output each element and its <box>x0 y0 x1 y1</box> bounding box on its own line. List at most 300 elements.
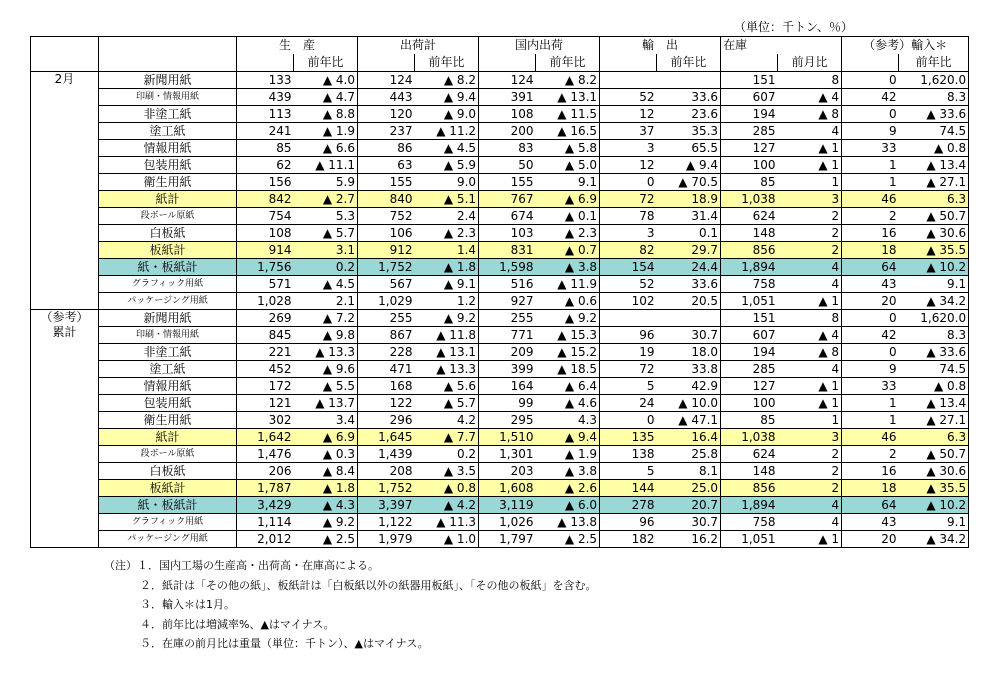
value-cell: 1 <box>842 412 899 429</box>
change-cell: 35.3 <box>657 123 721 140</box>
change-cell: 8.3 <box>899 327 969 344</box>
value-cell: 182 <box>600 531 657 548</box>
table-body <box>31 72 969 548</box>
value-cell: 1,029 <box>358 293 415 310</box>
value-cell: 122 <box>358 395 415 412</box>
header-blank <box>721 54 778 72</box>
value-cell: 46 <box>842 191 899 208</box>
change-cell: ▲ 16.5 <box>536 123 600 140</box>
change-cell: ▲ 0.1 <box>536 208 600 225</box>
value-cell: 121 <box>237 395 294 412</box>
header-row-sub <box>31 54 969 72</box>
change-cell: ▲ 4.6 <box>536 395 600 412</box>
row-label: 紙計 <box>99 191 237 208</box>
table-row <box>31 174 969 191</box>
value-cell: 209 <box>479 344 536 361</box>
value-cell: 99 <box>479 395 536 412</box>
change-cell: ▲ 2.5 <box>536 531 600 548</box>
change-cell: ▲ 1.0 <box>415 531 479 548</box>
change-cell: ▲ 30.6 <box>899 225 969 242</box>
change-cell: ▲ 4.3 <box>294 497 358 514</box>
change-cell: 4 <box>778 123 842 140</box>
change-cell: ▲ 3.5 <box>415 463 479 480</box>
change-cell: 9.0 <box>415 174 479 191</box>
change-cell: ▲ 11.2 <box>415 123 479 140</box>
change-cell: ▲ 9.6 <box>294 361 358 378</box>
row-label: 紙・板紙計 <box>99 259 237 276</box>
change-cell: 5.9 <box>294 174 358 191</box>
change-cell: ▲ 4 <box>778 89 842 106</box>
change-cell: ▲ 2.3 <box>415 225 479 242</box>
row-label: 包装用紙 <box>99 157 237 174</box>
row-label: 新聞用紙 <box>99 72 237 89</box>
table-row <box>31 208 969 225</box>
value-cell: 607 <box>721 89 778 106</box>
table-row <box>31 412 969 429</box>
value-cell: 1,752 <box>358 259 415 276</box>
value-cell: 1,752 <box>358 480 415 497</box>
value-cell: 758 <box>721 514 778 531</box>
change-cell: ▲ 0.6 <box>536 293 600 310</box>
table-row <box>31 514 969 531</box>
table-row <box>31 429 969 446</box>
value-cell: 72 <box>600 361 657 378</box>
change-cell: ▲ 13.3 <box>294 344 358 361</box>
table-row <box>31 310 969 327</box>
value-cell: 1,114 <box>237 514 294 531</box>
value-cell: 228 <box>358 344 415 361</box>
header-blank <box>358 54 415 72</box>
value-cell: 1,979 <box>358 531 415 548</box>
change-cell: ▲ 4 <box>778 327 842 344</box>
header-corner <box>31 54 99 72</box>
header-sub: 前年比 <box>536 54 600 72</box>
value-cell: 1,026 <box>479 514 536 531</box>
change-cell: ▲ 4.0 <box>294 72 358 89</box>
change-cell: 33.6 <box>657 89 721 106</box>
change-cell: ▲ 4.7 <box>294 89 358 106</box>
table-row <box>31 157 969 174</box>
change-cell <box>657 310 721 327</box>
change-cell: ▲ 13.7 <box>294 395 358 412</box>
change-cell: ▲ 5.0 <box>536 157 600 174</box>
header-sub: 前年比 <box>415 54 479 72</box>
value-cell: 927 <box>479 293 536 310</box>
change-cell: 16.4 <box>657 429 721 446</box>
change-cell: 74.5 <box>899 123 969 140</box>
change-cell: 1,620.0 <box>899 310 969 327</box>
value-cell: 108 <box>237 225 294 242</box>
value-cell: 18 <box>842 480 899 497</box>
change-cell: 6.3 <box>899 429 969 446</box>
change-cell: 3 <box>778 429 842 446</box>
change-cell: ▲ 2.5 <box>294 531 358 548</box>
value-cell: 1,645 <box>358 429 415 446</box>
value-cell: 42 <box>842 327 899 344</box>
change-cell: ▲ 47.1 <box>657 412 721 429</box>
value-cell: 3 <box>600 140 657 157</box>
header-corner <box>31 37 99 55</box>
value-cell: 1,894 <box>721 259 778 276</box>
value-cell: 674 <box>479 208 536 225</box>
value-cell: 391 <box>479 89 536 106</box>
note-line: ５．在庫の前月比は重量（単位：千トン）、▲はマイナス。 <box>140 637 429 650</box>
change-cell: ▲ 4.5 <box>294 276 358 293</box>
note-line: ３．輸入＊は1月。 <box>140 598 235 611</box>
value-cell: 124 <box>479 72 536 89</box>
row-label: 衛生用紙 <box>99 174 237 191</box>
change-cell: ▲ 34.2 <box>899 531 969 548</box>
value-cell: 3,429 <box>237 497 294 514</box>
change-cell: ▲ 6.0 <box>536 497 600 514</box>
value-cell: 5 <box>600 378 657 395</box>
change-cell: ▲ 1 <box>778 378 842 395</box>
change-cell: ▲ 8.4 <box>294 463 358 480</box>
value-cell: 1,051 <box>721 531 778 548</box>
value-cell: 82 <box>600 242 657 259</box>
change-cell: ▲ 9.4 <box>415 89 479 106</box>
change-cell: ▲ 13.4 <box>899 157 969 174</box>
change-cell: 8.3 <box>899 89 969 106</box>
change-cell: 1,620.0 <box>899 72 969 89</box>
value-cell: 754 <box>237 208 294 225</box>
value-cell: 399 <box>479 361 536 378</box>
change-cell: 25.8 <box>657 446 721 463</box>
change-cell: 4 <box>778 259 842 276</box>
change-cell: ▲ 9.2 <box>536 310 600 327</box>
row-label: 情報用紙 <box>99 378 237 395</box>
value-cell: 135 <box>600 429 657 446</box>
change-cell: 33.6 <box>657 276 721 293</box>
change-cell: 30.7 <box>657 327 721 344</box>
value-cell: 43 <box>842 514 899 531</box>
value-cell: 856 <box>721 480 778 497</box>
value-cell: 0 <box>600 412 657 429</box>
change-cell: 2.4 <box>415 208 479 225</box>
value-cell: 106 <box>358 225 415 242</box>
change-cell: ▲ 5.5 <box>294 378 358 395</box>
value-cell: 127 <box>721 140 778 157</box>
value-cell: 571 <box>237 276 294 293</box>
value-cell: 96 <box>600 327 657 344</box>
value-cell: 208 <box>358 463 415 480</box>
change-cell: 9.1 <box>899 276 969 293</box>
change-cell: ▲ 6.4 <box>536 378 600 395</box>
value-cell: 50 <box>479 157 536 174</box>
value-cell: 108 <box>479 106 536 123</box>
value-cell: 1,038 <box>721 429 778 446</box>
value-cell: 1 <box>842 395 899 412</box>
value-cell: 85 <box>721 174 778 191</box>
header-sub: 前月比 <box>778 54 842 72</box>
value-cell: 156 <box>237 174 294 191</box>
change-cell: 2 <box>778 463 842 480</box>
value-cell: 151 <box>721 72 778 89</box>
header-item <box>99 37 237 55</box>
value-cell: 64 <box>842 497 899 514</box>
change-cell: 0.2 <box>415 446 479 463</box>
change-cell: 1.2 <box>415 293 479 310</box>
change-cell: ▲ 13.1 <box>536 89 600 106</box>
value-cell: 3,119 <box>479 497 536 514</box>
row-label: 白板紙 <box>99 225 237 242</box>
change-cell: ▲ 5.7 <box>415 395 479 412</box>
change-cell: ▲ 6.9 <box>294 429 358 446</box>
change-cell: ▲ 13.1 <box>415 344 479 361</box>
value-cell: 845 <box>237 327 294 344</box>
value-cell: 133 <box>237 72 294 89</box>
change-cell: ▲ 9.4 <box>536 429 600 446</box>
value-cell: 1,608 <box>479 480 536 497</box>
value-cell: 200 <box>479 123 536 140</box>
change-cell: 2.1 <box>294 293 358 310</box>
change-cell: ▲ 5.8 <box>536 140 600 157</box>
row-label: 段ボール原紙 <box>99 446 237 463</box>
value-cell: 1,510 <box>479 429 536 446</box>
value-cell: 752 <box>358 208 415 225</box>
section-label: （参考） 累計 <box>31 310 99 548</box>
header-inventory: 在庫 <box>721 37 842 55</box>
change-cell: ▲ 5.9 <box>415 157 479 174</box>
change-cell: 23.6 <box>657 106 721 123</box>
row-label: 塗工紙 <box>99 361 237 378</box>
value-cell: 2 <box>842 208 899 225</box>
change-cell: ▲ 4.5 <box>415 140 479 157</box>
change-cell: ▲ 10.2 <box>899 259 969 276</box>
value-cell: 144 <box>600 480 657 497</box>
change-cell: ▲ 35.5 <box>899 242 969 259</box>
change-cell: ▲ 11.5 <box>536 106 600 123</box>
change-cell: ▲ 35.5 <box>899 480 969 497</box>
header-item <box>99 54 237 72</box>
change-cell: 1 <box>778 412 842 429</box>
change-cell: 16.2 <box>657 531 721 548</box>
change-cell: ▲ 11.1 <box>294 157 358 174</box>
value-cell: 172 <box>237 378 294 395</box>
change-cell: ▲ 6.9 <box>536 191 600 208</box>
notes <box>104 556 597 654</box>
value-cell: 148 <box>721 463 778 480</box>
header-import: （参考）輸入＊ <box>842 37 969 55</box>
value-cell: 255 <box>358 310 415 327</box>
value-cell: 624 <box>721 446 778 463</box>
value-cell: 0 <box>842 72 899 89</box>
change-cell: ▲ 9.2 <box>294 514 358 531</box>
value-cell: 1,787 <box>237 480 294 497</box>
value-cell: 758 <box>721 276 778 293</box>
value-cell: 3 <box>600 225 657 242</box>
value-cell: 148 <box>721 225 778 242</box>
value-cell: 42 <box>842 89 899 106</box>
row-label: パッケージング用紙 <box>99 293 237 310</box>
change-cell: ▲ 3.8 <box>536 259 600 276</box>
change-cell: ▲ 13.4 <box>899 395 969 412</box>
value-cell: 203 <box>479 463 536 480</box>
change-cell: 5.3 <box>294 208 358 225</box>
change-cell: ▲ 8 <box>778 344 842 361</box>
value-cell: 912 <box>358 242 415 259</box>
change-cell: ▲ 6.6 <box>294 140 358 157</box>
value-cell: 102 <box>600 293 657 310</box>
value-cell: 914 <box>237 242 294 259</box>
change-cell: ▲ 11.9 <box>536 276 600 293</box>
table-row <box>31 225 969 242</box>
value-cell: 151 <box>721 310 778 327</box>
change-cell: ▲ 0.7 <box>536 242 600 259</box>
change-cell: 33.8 <box>657 361 721 378</box>
change-cell: 4 <box>778 276 842 293</box>
value-cell: 0 <box>842 106 899 123</box>
value-cell: 269 <box>237 310 294 327</box>
value-cell: 0 <box>600 174 657 191</box>
change-cell: ▲ 50.7 <box>899 446 969 463</box>
value-cell: 767 <box>479 191 536 208</box>
change-cell: ▲ 1.9 <box>536 446 600 463</box>
change-cell: 8 <box>778 310 842 327</box>
note-line: ４．前年比は増減率%、▲はマイナス。 <box>140 617 335 631</box>
unit-label: （単位：千トン、％） <box>734 20 854 34</box>
value-cell: 155 <box>479 174 536 191</box>
change-cell: ▲ 1.8 <box>294 480 358 497</box>
value-cell: 20 <box>842 531 899 548</box>
change-cell <box>657 72 721 89</box>
change-cell: 8 <box>778 72 842 89</box>
row-label: パッケージング用紙 <box>99 531 237 548</box>
value-cell: 867 <box>358 327 415 344</box>
change-cell: 2 <box>778 208 842 225</box>
change-cell: 20.5 <box>657 293 721 310</box>
change-cell: 74.5 <box>899 361 969 378</box>
change-cell: ▲ 9.1 <box>415 276 479 293</box>
header-shipments: 出荷計 <box>358 37 479 55</box>
header-sub: 前年比 <box>294 54 358 72</box>
change-cell: ▲ 70.5 <box>657 174 721 191</box>
value-cell: 856 <box>721 242 778 259</box>
change-cell: 25.0 <box>657 480 721 497</box>
row-label: 印刷・情報用紙 <box>99 89 237 106</box>
value-cell: 33 <box>842 378 899 395</box>
change-cell: ▲ 27.1 <box>899 412 969 429</box>
change-cell: ▲ 8 <box>778 106 842 123</box>
change-cell: 3.4 <box>294 412 358 429</box>
header-export: 輸 出 <box>600 37 721 55</box>
change-cell: ▲ 8.2 <box>415 72 479 89</box>
change-cell: 2 <box>778 225 842 242</box>
change-cell: ▲ 15.2 <box>536 344 600 361</box>
value-cell <box>600 310 657 327</box>
value-cell: 452 <box>237 361 294 378</box>
row-label: 白板紙 <box>99 463 237 480</box>
value-cell: 1,051 <box>721 293 778 310</box>
change-cell: ▲ 0.8 <box>415 480 479 497</box>
value-cell: 624 <box>721 208 778 225</box>
change-cell: 20.7 <box>657 497 721 514</box>
change-cell: 31.4 <box>657 208 721 225</box>
value-cell: 842 <box>237 191 294 208</box>
value-cell: 9 <box>842 361 899 378</box>
change-cell: 3 <box>778 191 842 208</box>
table-row <box>31 293 969 310</box>
table-row <box>31 361 969 378</box>
value-cell: 443 <box>358 89 415 106</box>
row-label: 紙計 <box>99 429 237 446</box>
header-sub: 前年比 <box>657 54 721 72</box>
value-cell: 1,028 <box>237 293 294 310</box>
value-cell: 1,756 <box>237 259 294 276</box>
change-cell: ▲ 1 <box>778 531 842 548</box>
change-cell: ▲ 1.9 <box>294 123 358 140</box>
value-cell: 63 <box>358 157 415 174</box>
note-line: ２．紙計は「その他の紙」、板紙計は「白板紙以外の紙器用板紙」、「その他の板紙」を含む。 <box>140 578 597 592</box>
note-line: （注）１．国内工場の生産高・出荷高・在庫高による。 <box>104 559 379 572</box>
change-cell: 30.7 <box>657 514 721 531</box>
value-cell: 607 <box>721 327 778 344</box>
change-cell: ▲ 9.0 <box>415 106 479 123</box>
change-cell: 0.1 <box>657 225 721 242</box>
change-cell: ▲ 9.4 <box>657 157 721 174</box>
value-cell: 285 <box>721 361 778 378</box>
paper-statistics-table <box>30 36 969 548</box>
change-cell: 3.1 <box>294 242 358 259</box>
value-cell: 237 <box>358 123 415 140</box>
table-row <box>31 123 969 140</box>
value-cell: 16 <box>842 463 899 480</box>
table-row <box>31 446 969 463</box>
change-cell: 9.1 <box>536 174 600 191</box>
value-cell: 1,122 <box>358 514 415 531</box>
change-cell: ▲ 5.6 <box>415 378 479 395</box>
value-cell: 72 <box>600 191 657 208</box>
value-cell: 24 <box>600 395 657 412</box>
header-row-groups <box>31 37 969 55</box>
table-row <box>31 480 969 497</box>
row-label: 板紙計 <box>99 480 237 497</box>
change-cell: ▲ 1 <box>778 140 842 157</box>
change-cell: ▲ 3.8 <box>536 463 600 480</box>
change-cell: ▲ 5.7 <box>294 225 358 242</box>
row-label: グラフィック用紙 <box>99 514 237 531</box>
change-cell: ▲ 8.8 <box>294 106 358 123</box>
change-cell: ▲ 34.2 <box>899 293 969 310</box>
value-cell: 120 <box>358 106 415 123</box>
value-cell: 840 <box>358 191 415 208</box>
change-cell: 9.1 <box>899 514 969 531</box>
change-cell: 4 <box>778 361 842 378</box>
row-label: 段ボール原紙 <box>99 208 237 225</box>
change-cell: ▲ 10.2 <box>899 497 969 514</box>
table-row <box>31 531 969 548</box>
table-row <box>31 242 969 259</box>
value-cell: 33 <box>842 140 899 157</box>
value-cell: 154 <box>600 259 657 276</box>
change-cell: ▲ 9.8 <box>294 327 358 344</box>
change-cell: 4 <box>778 497 842 514</box>
change-cell: ▲ 0.3 <box>294 446 358 463</box>
value-cell: 302 <box>237 412 294 429</box>
section-label: 2月 <box>31 72 99 310</box>
change-cell: ▲ 13.8 <box>536 514 600 531</box>
value-cell: 18 <box>842 242 899 259</box>
table-row <box>31 378 969 395</box>
value-cell: 1,598 <box>479 259 536 276</box>
row-label: グラフィック用紙 <box>99 276 237 293</box>
change-cell: ▲ 0.8 <box>899 140 969 157</box>
header-blank <box>479 54 536 72</box>
value-cell: 0 <box>842 344 899 361</box>
table-row <box>31 140 969 157</box>
value-cell: 471 <box>358 361 415 378</box>
change-cell: ▲ 11.8 <box>415 327 479 344</box>
